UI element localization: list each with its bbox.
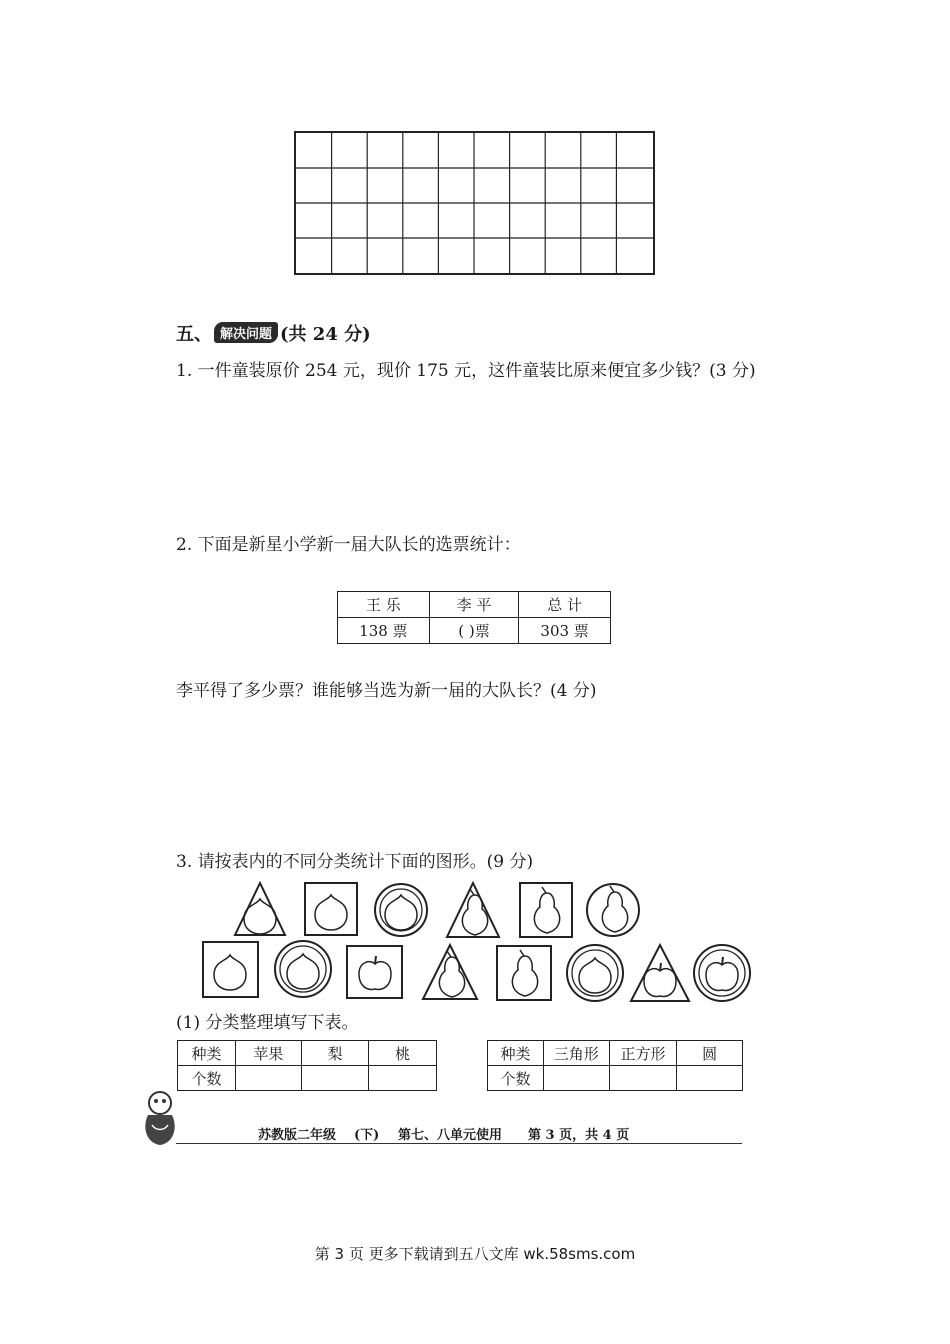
shape-square-peach-2 xyxy=(203,942,258,997)
section-points: (共 24 分) xyxy=(280,324,371,345)
writing-grid[interactable] xyxy=(294,131,655,275)
shape-triangle-apple xyxy=(631,945,689,1001)
question-2-ask: 李平得了多少票？谁能够当选为新一届的大队长？(4 分) xyxy=(176,681,597,701)
shape-header-triangle: 三角形 xyxy=(543,1041,609,1066)
fruit-header-kind: 种类 xyxy=(178,1041,236,1066)
fruit-header-apple: 苹果 xyxy=(235,1041,301,1066)
shape-header-kind: 种类 xyxy=(488,1041,544,1066)
question-3-sub1: (1) 分类整理填写下表。 xyxy=(176,1013,359,1033)
fruit-row-label: 个数 xyxy=(178,1066,236,1091)
shape-count-circle[interactable] xyxy=(677,1066,743,1091)
shape-square-peach xyxy=(305,883,357,935)
shape-count-square[interactable] xyxy=(609,1066,677,1091)
mascot-icon xyxy=(138,1085,182,1151)
section-badge: 解决问题 xyxy=(214,322,278,343)
fruit-table-count-row xyxy=(178,1066,437,1091)
vote-value-total: 303 票 xyxy=(519,618,611,644)
shapes-figure xyxy=(195,875,765,1015)
section-numeral: 五、 xyxy=(176,324,212,345)
vote-table-value-row xyxy=(338,618,611,644)
footer-page: 第 3 页，共 4 页 xyxy=(528,1128,630,1143)
vote-table-header-row xyxy=(338,592,611,618)
shape-row-label: 个数 xyxy=(488,1066,544,1091)
shape-circle-peach-2 xyxy=(275,941,331,997)
shape-table xyxy=(487,1040,743,1091)
fruit-count-apple[interactable] xyxy=(235,1066,301,1091)
question-2: 2. 下面是新星小学新一届大队长的选票统计： xyxy=(176,535,521,555)
shape-table-header-row xyxy=(488,1041,743,1066)
fruit-count-pear[interactable] xyxy=(301,1066,369,1091)
question-1: 1. 一件童装原价 254 元，现价 175 元，这件童装比原来便宜多少钱？(3 分) xyxy=(176,361,756,381)
answer-area-1[interactable] xyxy=(176,390,742,510)
shape-circle-peach xyxy=(375,884,427,936)
shape-square-apple xyxy=(347,946,402,998)
shape-triangle-pear xyxy=(447,883,499,937)
fruit-table xyxy=(177,1040,437,1091)
shape-header-circle: 圆 xyxy=(677,1041,743,1066)
vote-table xyxy=(337,591,611,644)
fruit-header-peach: 桃 xyxy=(369,1041,437,1066)
question-3: 3. 请按表内的不同分类统计下面的图形。(9 分) xyxy=(176,852,534,872)
fruit-table-header-row xyxy=(178,1041,437,1066)
vote-value-wangle: 138 票 xyxy=(338,618,430,644)
fruit-header-pear: 梨 xyxy=(301,1041,369,1066)
shape-count-triangle[interactable] xyxy=(543,1066,609,1091)
section-title xyxy=(176,320,371,346)
fruit-count-peach[interactable] xyxy=(369,1066,437,1091)
shape-circle-apple xyxy=(694,945,750,1001)
footer-book: 苏教版二年级 xyxy=(258,1128,337,1143)
shape-square-pear-2 xyxy=(497,946,551,1000)
vote-header-wangle: 王 乐 xyxy=(338,592,430,618)
answer-area-2[interactable] xyxy=(176,710,742,830)
shape-header-square: 正方形 xyxy=(609,1041,677,1066)
footer-term: (下) xyxy=(354,1128,380,1143)
shape-triangle-peach xyxy=(235,883,285,935)
vote-value-liping[interactable]: ( )票 xyxy=(429,618,519,644)
vote-header-total: 总 计 xyxy=(519,592,611,618)
shape-square-pear xyxy=(520,883,572,937)
shape-triangle-pear-2 xyxy=(423,945,477,999)
footer-divider xyxy=(176,1143,742,1144)
shape-table-count-row xyxy=(488,1066,743,1091)
shape-circle-pear xyxy=(587,884,639,936)
shape-circle-peach-3 xyxy=(567,945,623,1001)
footer-unit: 第七、八单元使用 xyxy=(398,1128,503,1143)
vote-header-liping: 李 平 xyxy=(429,592,519,618)
bottom-note: 第 3 页 更多下载请到五八文库 wk.58sms.com xyxy=(314,1245,636,1263)
